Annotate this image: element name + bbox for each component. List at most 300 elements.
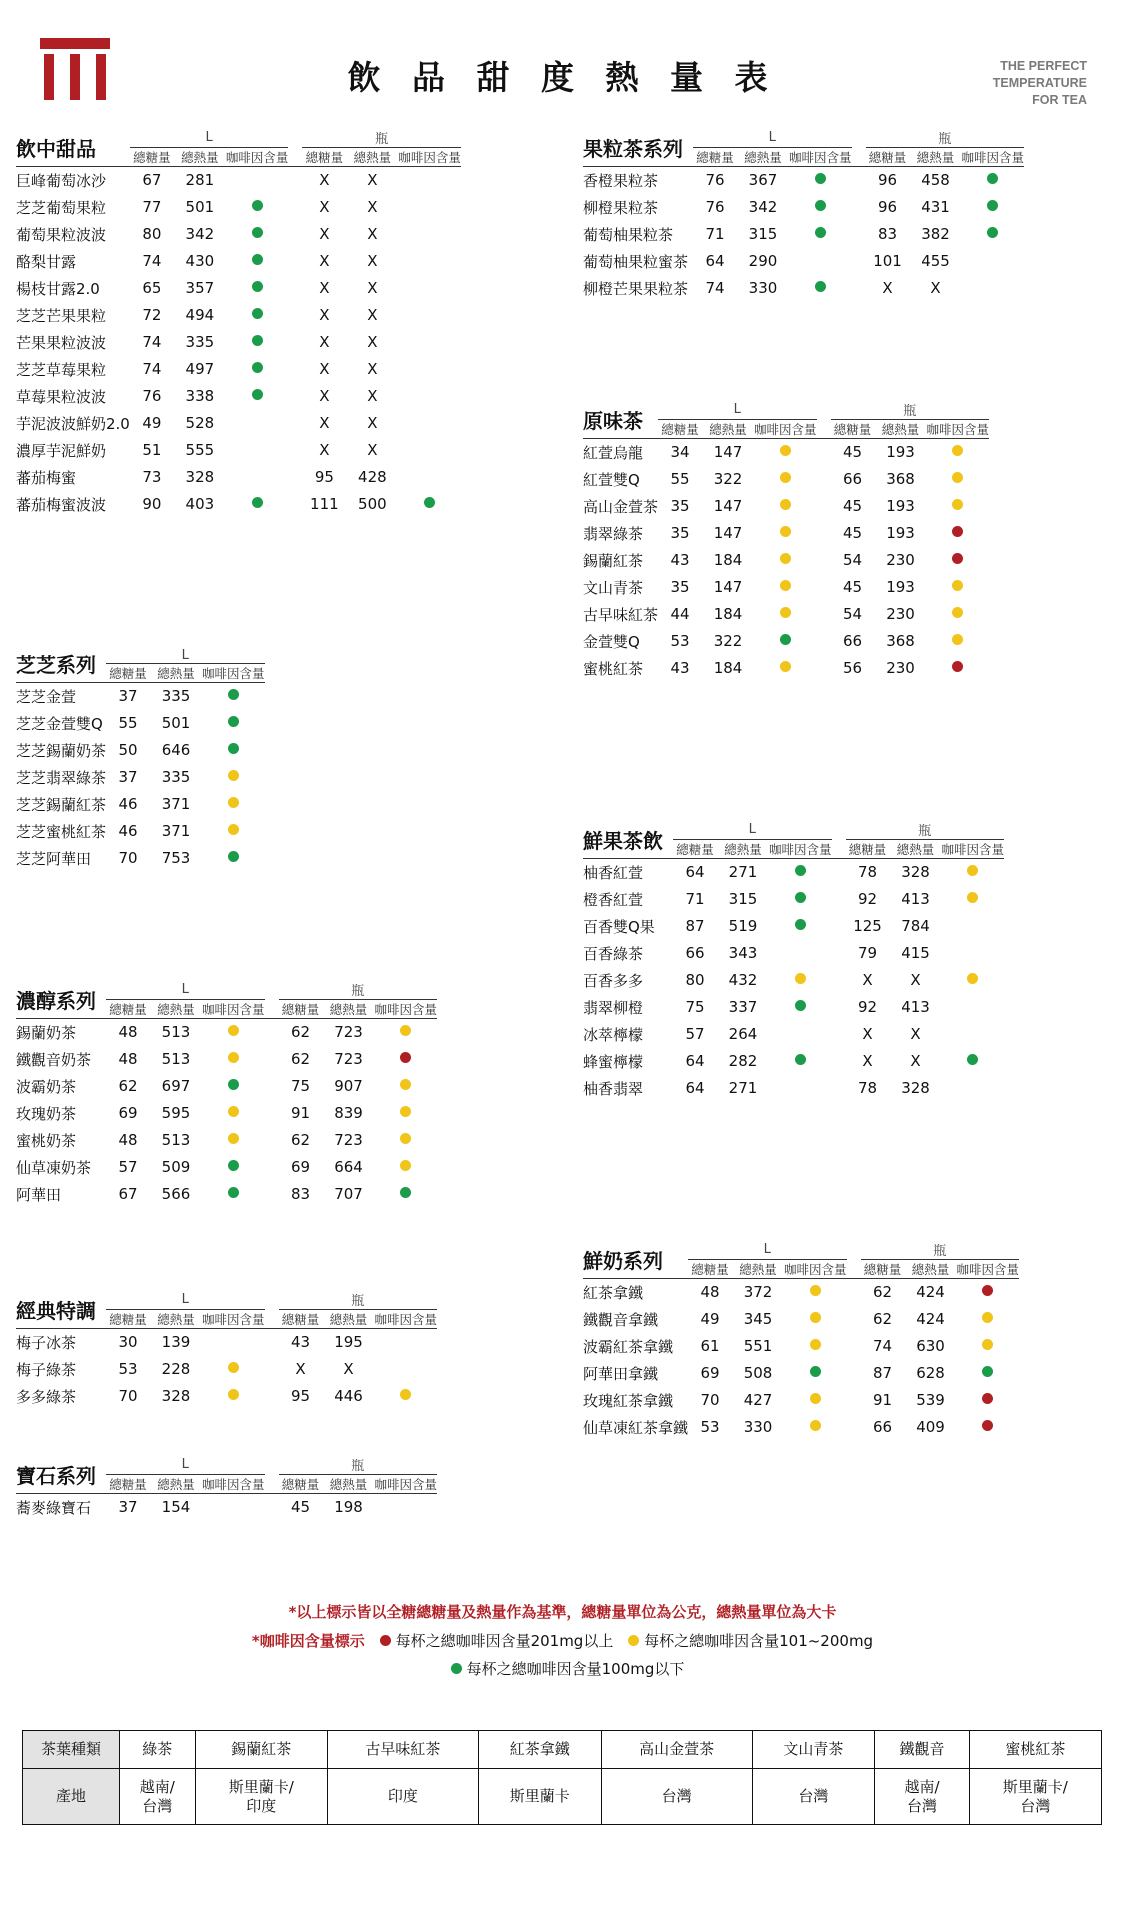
table-row bbox=[583, 859, 1004, 886]
sugar-bottle: X bbox=[862, 971, 873, 989]
section-title: 芝芝系列 bbox=[16, 653, 96, 677]
size-header-row bbox=[16, 980, 437, 1000]
calorie-bottle: 415 bbox=[901, 944, 930, 962]
sugar-bottle: 79 bbox=[857, 944, 878, 962]
caffeine-l bbox=[202, 1046, 265, 1073]
caffeine-dot-g bbox=[815, 173, 826, 184]
caffeine-l bbox=[226, 194, 289, 221]
size-header-row bbox=[16, 128, 461, 148]
drink-name: 阿華田 bbox=[16, 1185, 62, 1204]
drink-name: 芒果果粒波波 bbox=[16, 333, 107, 352]
drink-name: 翡翠柳橙 bbox=[583, 998, 644, 1017]
sugar-l: 61 bbox=[700, 1337, 720, 1355]
col-sugar-bottle: 總糖量 bbox=[305, 150, 344, 165]
caffeine-l bbox=[226, 248, 289, 275]
calorie-l: 371 bbox=[161, 822, 191, 840]
caffeine-l bbox=[202, 1100, 265, 1127]
calorie-l: 528 bbox=[185, 414, 215, 432]
caffeine-dot-g bbox=[815, 200, 826, 211]
origin-header-row bbox=[23, 1731, 1102, 1769]
group-header-l: L bbox=[693, 128, 852, 148]
sugar-bottle: X bbox=[319, 306, 330, 324]
drink-name: 蕃茄梅蜜波波 bbox=[16, 495, 107, 514]
drink-name: 楊枝甘露2.0 bbox=[16, 279, 100, 298]
drink-name: 仙草凍奶茶 bbox=[16, 1158, 92, 1177]
table-row bbox=[16, 737, 265, 764]
table-row bbox=[583, 466, 989, 493]
caffeine-bottle bbox=[942, 1048, 1005, 1075]
sugar-l: 64 bbox=[705, 252, 725, 270]
caffeine-dot-y bbox=[228, 824, 239, 835]
drink-name: 葡萄柚果粒茶 bbox=[583, 225, 674, 244]
table-sweet bbox=[16, 128, 461, 518]
caffeine-l bbox=[769, 994, 832, 1021]
group-header-bottle: 瓶 bbox=[279, 1290, 438, 1310]
group-header-bottle: 瓶 bbox=[861, 1240, 1020, 1260]
calorie-bottle: X bbox=[367, 441, 378, 459]
caffeine-l bbox=[769, 913, 832, 940]
table-row bbox=[16, 248, 461, 275]
caffeine-bottle bbox=[962, 275, 1025, 302]
caffeine-dot-y bbox=[400, 1025, 411, 1036]
table-row bbox=[16, 194, 461, 221]
caffeine-dot-g bbox=[967, 1054, 978, 1065]
sugar-bottle: 66 bbox=[872, 1418, 893, 1436]
section-zhizhi bbox=[16, 648, 265, 872]
caffeine-dot-y bbox=[967, 865, 978, 876]
yellow-dot-icon bbox=[628, 1635, 639, 1646]
sugar-bottle: 91 bbox=[872, 1391, 893, 1409]
caffeine-bottle bbox=[927, 628, 990, 655]
section-milk bbox=[583, 1240, 1019, 1441]
caffeine-bottle bbox=[957, 1414, 1020, 1441]
caffeine-dot-y bbox=[795, 973, 806, 984]
sugar-l: 77 bbox=[142, 198, 162, 216]
caffeine-bottle bbox=[375, 1046, 438, 1073]
drink-name: 草莓果粒波波 bbox=[16, 387, 107, 406]
caffeine-dot-g bbox=[252, 335, 263, 346]
drink-name: 葡萄柚果粒蜜茶 bbox=[583, 252, 689, 271]
caffeine-l bbox=[202, 764, 265, 791]
caffeine-dot-y bbox=[810, 1420, 821, 1431]
col-sugar-l: 總糖量 bbox=[676, 842, 714, 857]
caffeine-bottle bbox=[375, 1127, 438, 1154]
sugar-l: 80 bbox=[685, 971, 705, 989]
caffeine-bottle bbox=[375, 1019, 438, 1046]
calorie-bottle: 707 bbox=[334, 1185, 363, 1203]
calorie-l: 271 bbox=[728, 863, 758, 882]
caffeine-bottle bbox=[927, 439, 990, 466]
caffeine-dot-y bbox=[780, 526, 791, 537]
caffeine-dot-y bbox=[952, 472, 963, 483]
calorie-bottle: 230 bbox=[886, 605, 915, 623]
sugar-bottle: X bbox=[319, 225, 330, 243]
sugar-bottle: 45 bbox=[842, 497, 863, 515]
table-row bbox=[583, 574, 989, 601]
caffeine-dot-r bbox=[952, 526, 963, 537]
caffeine-l bbox=[754, 547, 817, 574]
legend-note-2 bbox=[0, 1627, 1125, 1656]
table-milk bbox=[583, 1240, 1019, 1441]
caffeine-l bbox=[769, 1021, 832, 1048]
sugar-bottle: 92 bbox=[857, 890, 878, 908]
calorie-bottle: 424 bbox=[916, 1283, 945, 1302]
calorie-bottle: 413 bbox=[901, 890, 930, 908]
sugar-l: 35 bbox=[670, 578, 690, 596]
calorie-bottle: 193 bbox=[886, 578, 915, 596]
caffeine-bottle bbox=[398, 491, 461, 518]
group-header-l: L bbox=[106, 1290, 265, 1310]
caffeine-dot-y bbox=[810, 1339, 821, 1350]
caffeine-dot-y bbox=[780, 445, 791, 456]
col-sugar-l: 總糖量 bbox=[133, 150, 171, 165]
caffeine-dot-y bbox=[952, 607, 963, 618]
calorie-l: 228 bbox=[161, 1360, 191, 1378]
calorie-l: 282 bbox=[728, 1052, 758, 1070]
calorie-l: 371 bbox=[161, 795, 191, 813]
sugar-bottle: 62 bbox=[872, 1310, 893, 1328]
sugar-l: 53 bbox=[670, 632, 690, 650]
calorie-l: 147 bbox=[713, 497, 743, 515]
sugar-l: 80 bbox=[142, 225, 162, 243]
table-row bbox=[16, 221, 461, 248]
table-row bbox=[583, 1306, 1019, 1333]
sugar-l: 76 bbox=[142, 387, 162, 405]
drink-name: 芋泥波波鮮奶2.0 bbox=[16, 414, 130, 433]
calorie-l: 184 bbox=[713, 659, 743, 677]
sugar-l: 70 bbox=[118, 849, 138, 867]
drink-name: 錫蘭紅茶 bbox=[583, 551, 644, 570]
caffeine-bottle bbox=[927, 574, 990, 601]
table-row bbox=[583, 967, 1004, 994]
table-row bbox=[16, 356, 461, 383]
sugar-bottle: 54 bbox=[842, 551, 863, 569]
caffeine-l bbox=[769, 1075, 832, 1102]
calorie-l: 147 bbox=[713, 443, 743, 462]
calorie-bottle: X bbox=[367, 387, 378, 405]
caffeine-dot-g bbox=[252, 200, 263, 211]
calorie-l: 184 bbox=[713, 605, 743, 623]
caffeine-l bbox=[202, 1127, 265, 1154]
section-title: 鮮果茶飲 bbox=[583, 829, 663, 853]
caffeine-l bbox=[789, 167, 852, 194]
origin-cell: 斯里蘭卡/ 台灣 bbox=[969, 1768, 1101, 1825]
caffeine-dot-y bbox=[780, 607, 791, 618]
section-title: 果粒茶系列 bbox=[583, 137, 683, 161]
calorie-l: 335 bbox=[161, 687, 191, 706]
group-header-bottle: 瓶 bbox=[846, 820, 1005, 840]
table-row bbox=[583, 628, 989, 655]
caffeine-bottle bbox=[398, 383, 461, 410]
col-sugar-l: 總糖量 bbox=[109, 666, 147, 681]
tagline-line-1: THE PERFECT bbox=[1000, 59, 1087, 73]
calorie-bottle: 431 bbox=[921, 198, 950, 216]
table-row bbox=[583, 547, 989, 574]
caffeine-dot-y bbox=[228, 1389, 239, 1400]
calorie-bottle: X bbox=[367, 360, 378, 378]
drink-name: 玫瑰奶茶 bbox=[16, 1104, 77, 1123]
sugar-bottle: X bbox=[319, 414, 330, 432]
caffeine-dot-g bbox=[780, 634, 791, 645]
col-caffeine-l: 咖啡因含量 bbox=[784, 1262, 847, 1277]
origin-cell: 越南/ 台灣 bbox=[875, 1768, 969, 1825]
caffeine-l bbox=[784, 1333, 847, 1360]
page-header bbox=[0, 0, 1125, 120]
sugar-l: 49 bbox=[142, 414, 162, 432]
sugar-bottle: X bbox=[319, 171, 330, 190]
calorie-l: 154 bbox=[161, 1498, 191, 1517]
table-row bbox=[583, 194, 1024, 221]
caffeine-l bbox=[789, 194, 852, 221]
caffeine-dot-r bbox=[952, 553, 963, 564]
caffeine-dot-g bbox=[228, 1187, 239, 1198]
table-row bbox=[16, 302, 461, 329]
caffeine-dot-g bbox=[987, 200, 998, 211]
table-row bbox=[16, 1073, 437, 1100]
sugar-l: 48 bbox=[700, 1283, 720, 1302]
table-row bbox=[16, 1046, 437, 1073]
caffeine-bottle bbox=[962, 167, 1025, 194]
caffeine-l bbox=[784, 1387, 847, 1414]
caffeine-dot-g bbox=[795, 1000, 806, 1011]
table-row bbox=[583, 248, 1024, 275]
caffeine-bottle bbox=[927, 601, 990, 628]
calorie-l: 430 bbox=[185, 252, 215, 270]
caffeine-dot-y bbox=[810, 1312, 821, 1323]
table-row bbox=[16, 464, 461, 491]
drink-name: 巨峰葡萄冰沙 bbox=[16, 171, 107, 190]
calorie-l: 264 bbox=[728, 1025, 758, 1043]
calorie-l: 595 bbox=[161, 1104, 191, 1122]
sugar-bottle: 83 bbox=[290, 1185, 311, 1203]
caffeine-bottle bbox=[942, 994, 1005, 1021]
caffeine-dot-y bbox=[810, 1393, 821, 1404]
caffeine-dot-g bbox=[252, 227, 263, 238]
calorie-l: 184 bbox=[713, 551, 743, 569]
calorie-bottle: 628 bbox=[916, 1364, 945, 1382]
caffeine-l bbox=[202, 791, 265, 818]
origin-header-cell: 高山金萱茶 bbox=[601, 1731, 752, 1769]
table-row bbox=[583, 167, 1024, 194]
sugar-bottle: X bbox=[319, 252, 330, 270]
calorie-bottle: 409 bbox=[916, 1418, 945, 1436]
size-header-row bbox=[583, 400, 989, 420]
drink-name: 錫蘭奶茶 bbox=[16, 1023, 77, 1042]
caffeine-l bbox=[226, 167, 289, 194]
origin-cell: 越南/ 台灣 bbox=[120, 1768, 196, 1825]
col-cal-bottle: 總熱量 bbox=[881, 422, 920, 437]
calorie-bottle: 539 bbox=[916, 1391, 945, 1409]
origin-cell: 台灣 bbox=[601, 1768, 752, 1825]
sugar-l: 74 bbox=[142, 252, 162, 270]
calorie-l: 403 bbox=[185, 495, 215, 513]
table-row bbox=[16, 1100, 437, 1127]
calorie-bottle: 907 bbox=[334, 1077, 363, 1095]
calorie-l: 513 bbox=[161, 1050, 191, 1068]
table-row bbox=[16, 329, 461, 356]
calorie-bottle: 784 bbox=[901, 917, 930, 935]
sugar-bottle: 91 bbox=[290, 1104, 311, 1122]
drink-name: 柚香翡翠 bbox=[583, 1079, 644, 1098]
sugar-l: 48 bbox=[118, 1050, 138, 1068]
section-sweet bbox=[16, 128, 461, 518]
tagline-line-2: TEMPERATURE bbox=[992, 75, 1087, 90]
drink-name: 芝芝錫蘭紅茶 bbox=[16, 795, 107, 814]
sugar-l: 64 bbox=[685, 863, 705, 882]
caffeine-l bbox=[226, 437, 289, 464]
calorie-bottle: X bbox=[367, 414, 378, 432]
col-caffeine-l: 咖啡因含量 bbox=[789, 150, 852, 165]
caffeine-dot-g bbox=[228, 851, 239, 862]
sugar-bottle: X bbox=[295, 1360, 306, 1378]
caffeine-bottle bbox=[962, 194, 1025, 221]
calorie-l: 342 bbox=[748, 198, 778, 216]
origin-header-cell: 古早味紅茶 bbox=[327, 1731, 478, 1769]
caffeine-dot-g bbox=[795, 892, 806, 903]
calorie-l: 501 bbox=[161, 714, 191, 732]
calorie-l: 139 bbox=[161, 1333, 191, 1352]
group-header-bottle: 瓶 bbox=[279, 1455, 438, 1475]
calorie-l: 513 bbox=[161, 1131, 191, 1149]
calorie-l: 555 bbox=[185, 441, 215, 459]
calorie-bottle: 413 bbox=[901, 998, 930, 1016]
drink-name: 蜜桃紅茶 bbox=[583, 659, 644, 678]
tagline-line-3: FOR TEA bbox=[1032, 92, 1087, 107]
sugar-bottle: X bbox=[319, 333, 330, 351]
col-cal-bottle: 總熱量 bbox=[353, 150, 392, 165]
sugar-l: 67 bbox=[142, 171, 162, 190]
caffeine-bottle bbox=[927, 466, 990, 493]
calorie-bottle: 230 bbox=[886, 551, 915, 569]
caffeine-bottle bbox=[398, 302, 461, 329]
drink-name: 波霸奶茶 bbox=[16, 1077, 77, 1096]
calorie-l: 337 bbox=[728, 998, 758, 1016]
sugar-l: 55 bbox=[118, 714, 138, 732]
caffeine-dot-r bbox=[982, 1393, 993, 1404]
sugar-bottle: 95 bbox=[314, 468, 334, 486]
caffeine-dot-y bbox=[952, 634, 963, 645]
calorie-l: 427 bbox=[743, 1391, 773, 1409]
calorie-l: 342 bbox=[185, 225, 215, 243]
col-caffeine-l: 咖啡因含量 bbox=[769, 842, 832, 857]
caffeine-bottle bbox=[398, 167, 461, 194]
calorie-l: 328 bbox=[161, 1387, 191, 1405]
col-cal-l: 總熱量 bbox=[157, 1002, 195, 1017]
table-row bbox=[583, 493, 989, 520]
caffeine-bottle bbox=[375, 1329, 438, 1356]
caffeine-l bbox=[784, 1360, 847, 1387]
sugar-bottle: 111 bbox=[310, 495, 339, 513]
caffeine-bottle bbox=[375, 1181, 438, 1208]
section-gem bbox=[16, 1455, 437, 1521]
group-header-l: L bbox=[130, 128, 289, 148]
calorie-bottle: 230 bbox=[886, 659, 915, 677]
caffeine-l bbox=[226, 491, 289, 518]
section-title: 鮮奶系列 bbox=[583, 1249, 663, 1273]
calorie-l: 357 bbox=[185, 279, 215, 297]
calorie-bottle: X bbox=[910, 1052, 921, 1070]
caffeine-bottle bbox=[957, 1387, 1020, 1414]
table-gem bbox=[16, 1455, 437, 1521]
drink-name: 葡萄果粒波波 bbox=[16, 225, 107, 244]
caffeine-dot-g bbox=[228, 716, 239, 727]
sugar-l: 37 bbox=[118, 1498, 138, 1517]
section-fruitgranule bbox=[583, 128, 1024, 302]
origin-header-cell: 錫蘭紅茶 bbox=[195, 1731, 327, 1769]
drink-name: 仙草凍紅茶拿鐵 bbox=[583, 1418, 689, 1437]
col-caffeine-l: 咖啡因含量 bbox=[202, 666, 265, 681]
calorie-bottle: 368 bbox=[886, 632, 915, 650]
caffeine-bottle bbox=[942, 940, 1005, 967]
col-sugar-l: 總糖量 bbox=[696, 150, 734, 165]
sugar-bottle: 66 bbox=[842, 632, 863, 650]
calorie-bottle: 328 bbox=[901, 1079, 930, 1097]
sugar-l: 57 bbox=[118, 1158, 138, 1176]
col-sugar-bottle: 總糖量 bbox=[848, 842, 887, 857]
sugar-l: 35 bbox=[670, 497, 690, 515]
size-header-row bbox=[583, 820, 1004, 840]
calorie-l: 753 bbox=[161, 849, 191, 867]
sugar-bottle: 95 bbox=[290, 1387, 311, 1405]
caffeine-bottle bbox=[942, 1021, 1005, 1048]
calorie-bottle: 723 bbox=[334, 1050, 363, 1068]
caffeine-dot-y bbox=[400, 1389, 411, 1400]
table-row bbox=[583, 913, 1004, 940]
table-row bbox=[16, 764, 265, 791]
caffeine-l bbox=[226, 356, 289, 383]
caffeine-dot-y bbox=[228, 797, 239, 808]
caffeine-bottle bbox=[942, 1075, 1005, 1102]
table-row bbox=[583, 275, 1024, 302]
table-row bbox=[583, 1360, 1019, 1387]
group-header-bottle: 瓶 bbox=[866, 128, 1025, 148]
origin-table bbox=[22, 1730, 1102, 1825]
drink-name: 芝芝蜜桃紅茶 bbox=[16, 822, 107, 841]
section-nongchun bbox=[16, 980, 437, 1208]
sugar-bottle: X bbox=[882, 279, 893, 297]
col-sugar-bottle: 總糖量 bbox=[863, 1262, 902, 1277]
table-row bbox=[583, 940, 1004, 967]
caffeine-dot-y bbox=[952, 580, 963, 591]
calorie-l: 497 bbox=[185, 360, 215, 378]
drink-name: 百香多多 bbox=[583, 971, 644, 990]
caffeine-bottle bbox=[375, 1100, 438, 1127]
caffeine-dot-y bbox=[780, 661, 791, 672]
sugar-bottle: 66 bbox=[842, 470, 863, 488]
table-zhizhi bbox=[16, 648, 265, 872]
caffeine-dot-y bbox=[400, 1079, 411, 1090]
sugar-l: 69 bbox=[118, 1104, 138, 1122]
caffeine-bottle bbox=[398, 437, 461, 464]
caffeine-l bbox=[202, 710, 265, 737]
calorie-bottle: X bbox=[367, 225, 378, 243]
sugar-l: 34 bbox=[670, 443, 690, 462]
caffeine-l bbox=[202, 1383, 265, 1410]
drink-name: 芝芝金萱雙Q bbox=[16, 714, 103, 733]
section-classic bbox=[16, 1290, 437, 1410]
col-sugar-bottle: 總糖量 bbox=[833, 422, 872, 437]
sugar-l: 74 bbox=[142, 360, 162, 378]
sugar-bottle: 45 bbox=[290, 1498, 311, 1517]
calorie-l: 513 bbox=[161, 1023, 191, 1042]
caffeine-l bbox=[226, 464, 289, 491]
sugar-bottle: 56 bbox=[842, 659, 863, 677]
sugar-l: 43 bbox=[670, 659, 690, 677]
sugar-l: 35 bbox=[670, 524, 690, 542]
table-row bbox=[16, 710, 265, 737]
origin-header-cell: 文山青茶 bbox=[752, 1731, 875, 1769]
table-row bbox=[16, 1019, 437, 1046]
